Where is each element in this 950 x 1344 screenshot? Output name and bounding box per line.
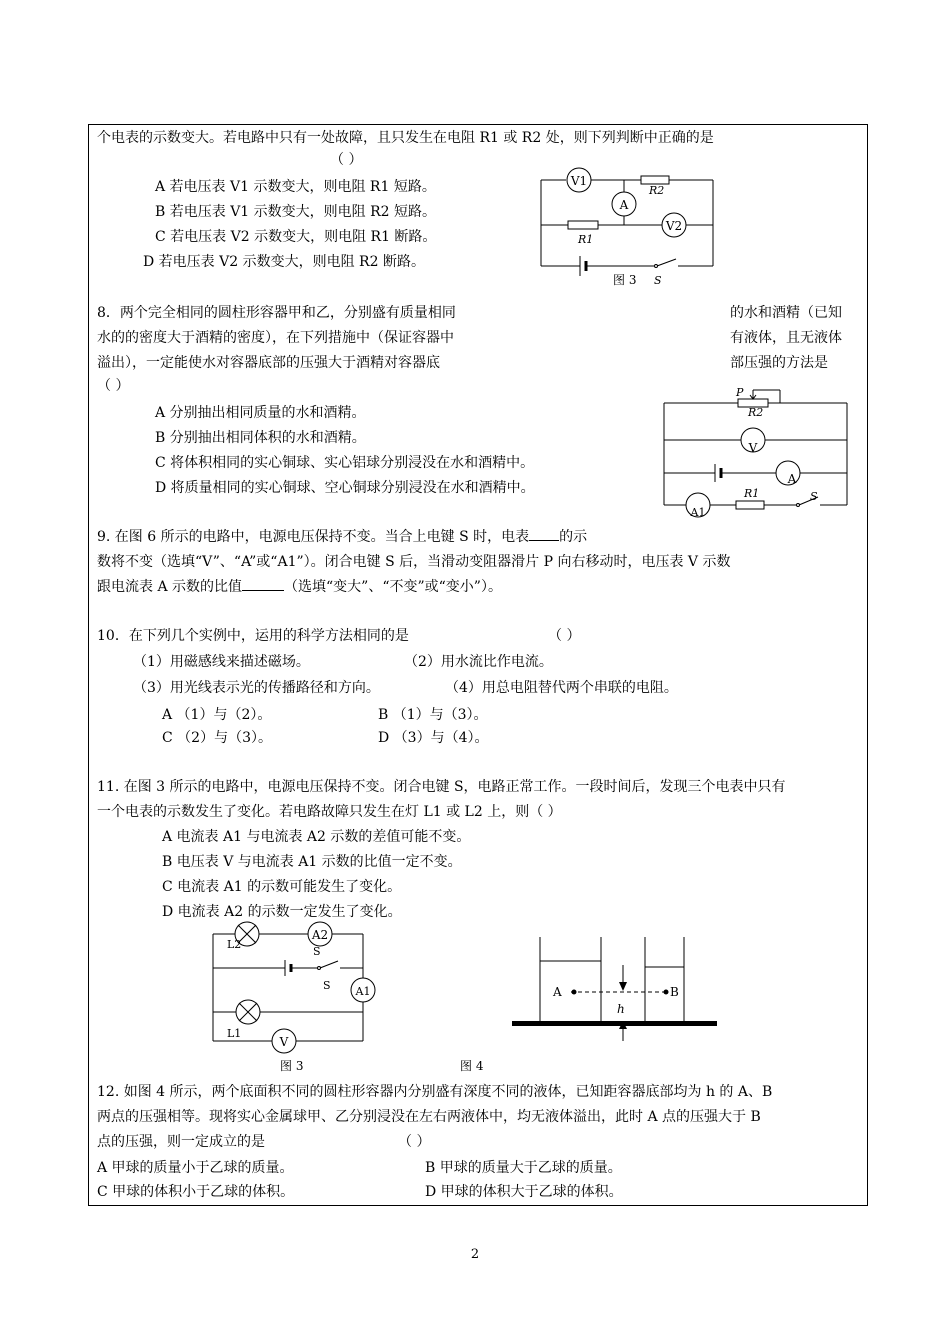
q7-option-a: A 若电压表 V1 示数变大，则电阻 R1 短路。 — [155, 179, 436, 195]
q7-option-b: B 若电压表 V1 示数变大，则电阻 R2 短路。 — [155, 204, 437, 220]
q11-a2-label: A2 — [311, 928, 329, 942]
q12-option-c: C 甲球的体积小于乙球的体积。 — [97, 1184, 295, 1200]
q10-option-b: B （1）与（3）。 — [378, 707, 488, 723]
q8-option-d: D 将质量相同的实心铜球、空心铜球分别浸没在水和酒精中。 — [155, 480, 535, 496]
q8-a1-label: A1 — [690, 506, 706, 519]
q8-line1-left: 8．两个完全相同的圆柱形容器甲和乙，分别盛有质量相同 — [97, 305, 456, 321]
fig4-h-label: h — [617, 1002, 625, 1016]
q8-p-label: P — [736, 386, 744, 399]
q7-v1-label: V1 — [570, 174, 588, 188]
q7-r2-label: R2 — [649, 184, 665, 197]
q9-line1: 9. 在图 6 所示的电路中，电源电压保持不变。当合上电键 S 时，电表 的示 — [97, 529, 588, 545]
q10-stem: 10．在下列几个实例中，运用的科学方法相同的是 — [97, 628, 409, 644]
q10-option-d: D （3）与（4）。 — [378, 730, 489, 746]
q9-line3: 跟电流表 A 示数的比值 （选填“变大”、“不变”或“变小”）。 — [97, 579, 502, 595]
q11-figure-caption: 图 3 — [280, 1059, 304, 1073]
q11-option-b: B 电压表 V 与电流表 A1 示数的比值一定不变。 — [162, 854, 462, 870]
q11-l2-label: L2 — [227, 938, 242, 951]
q8-line1-right: 的水和酒精（已知 — [730, 305, 842, 321]
q10-option-a: A （1）与（2）。 — [162, 707, 272, 723]
q8-option-b: B 分别抽出相同体积的水和酒精。 — [155, 430, 366, 446]
q12-line1: 12. 如图 4 所示，两个底面积不同的圆柱形容器内分别盛有深度不同的液体，已知距容器底部均为 h 的 A、B — [97, 1084, 773, 1100]
q8-line3-left: 溢出），一定能使水对容器底部的压强大于酒精对容器底 — [97, 355, 440, 371]
fig4-containers-diagram — [455, 925, 725, 1073]
q7-option-d: D 若电压表 V2 示数变大，则电阻 R2 断路。 — [143, 254, 425, 270]
q10-item-2: （2）用水流比作电流。 — [404, 654, 553, 670]
q11-a1-label: A1 — [355, 985, 371, 998]
q7-figure-caption: 图 3 — [613, 273, 637, 287]
q11-line1: 11. 在图 3 所示的电路中，电源电压保持不变。闭合电键 S，电路正常工作。一段时间后，发现三个电表中只有 — [97, 779, 786, 795]
q7-option-c: C 若电压表 V2 示数变大，则电阻 R1 断路。 — [155, 229, 437, 245]
q10-item-1: （1）用磁感线来描述磁场。 — [133, 654, 310, 670]
q12-option-a: A 甲球的质量小于乙球的质量。 — [97, 1160, 294, 1176]
q9-blank-1[interactable] — [529, 540, 559, 541]
q8-option-a: A 分别抽出相同质量的水和酒精。 — [155, 405, 366, 421]
q11-line2: 一个电表的示数发生了变化。若电路故障只发生在灯 L1 或 L2 上，则（ ） — [97, 804, 562, 820]
q8-answer-paren: （ ） — [97, 378, 130, 394]
q9-line2: 数将不变（选填“V”、“A”或“A1”）。闭合电键 S 后，当滑动变阻器滑片 P 向右移动时，电压表 V 示数 — [97, 554, 731, 570]
page-number: 2 — [470, 1247, 480, 1262]
q11-s-label-top: S — [313, 945, 321, 958]
q12-option-b: B 甲球的质量大于乙球的质量。 — [425, 1160, 622, 1176]
q11-s-label: S — [323, 979, 331, 992]
q12-line2: 两点的压强相等。现将实心金属球甲、乙分别浸没在左右两液体中，均无液体溢出，此时 A 点的压强大于 B — [97, 1109, 761, 1125]
q11-option-c: C 电流表 A1 的示数可能发生了变化。 — [162, 879, 402, 895]
q9-blank-2[interactable] — [242, 590, 284, 591]
q11-l1-label: L1 — [227, 1027, 242, 1040]
q8-s-label: S — [810, 490, 818, 503]
q7-s-label: S — [654, 274, 662, 287]
q8-line2-left: 水的的密度大于酒精的密度），在下列措施中（保证容器中 — [97, 330, 454, 346]
q11-option-d: D 电流表 A2 的示数一定发生了变化。 — [162, 904, 402, 920]
q7-r1-label: R1 — [578, 233, 594, 246]
q10-option-c: C （2）与（3）。 — [162, 730, 272, 746]
fig4-a-label: A — [553, 985, 562, 999]
q10-answer-paren: （ ） — [548, 628, 581, 644]
fig4-b-label: B — [670, 985, 679, 999]
q8-a-label: A — [787, 472, 797, 486]
q7-intro: 个电表的示数变大。若电路中只有一处故障，且只发生在电阻 R1 或 R2 处，则下列判断中正确的是 — [97, 130, 714, 146]
q8-line2-right: 有液体，且无液体 — [730, 330, 842, 346]
q12-answer-paren: （ ） — [398, 1134, 431, 1150]
q7-answer-paren: （ ） — [330, 152, 363, 168]
q7-circuit-diagram — [536, 164, 721, 288]
q8-r2-label: R2 — [748, 406, 764, 419]
q10-item-3: （3）用光线表示光的传播路径和方向。 — [133, 680, 380, 696]
fig4-caption: 图 4 — [460, 1059, 484, 1073]
q8-v-label: V — [748, 441, 758, 455]
q8-r1-label: R1 — [744, 487, 760, 500]
q8-circuit-diagram — [660, 384, 852, 518]
q11-circuit-diagram — [205, 920, 385, 1072]
q8-option-c: C 将体积相同的实心铜球、实心铝球分别浸没在水和酒精中。 — [155, 455, 535, 471]
q11-v-label: V — [279, 1035, 289, 1049]
q7-v2-label: V2 — [665, 219, 683, 233]
q8-line3-right: 部压强的方法是 — [730, 355, 828, 371]
q12-line3: 点的压强，则一定成立的是 — [97, 1134, 265, 1150]
q7-a-label: A — [619, 198, 629, 212]
q10-item-4: （4）用总电阻替代两个串联的电阻。 — [445, 680, 678, 696]
q12-option-d: D 甲球的体积大于乙球的体积。 — [425, 1184, 623, 1200]
q11-option-a: A 电流表 A1 与电流表 A2 示数的差值可能不变。 — [162, 829, 471, 845]
